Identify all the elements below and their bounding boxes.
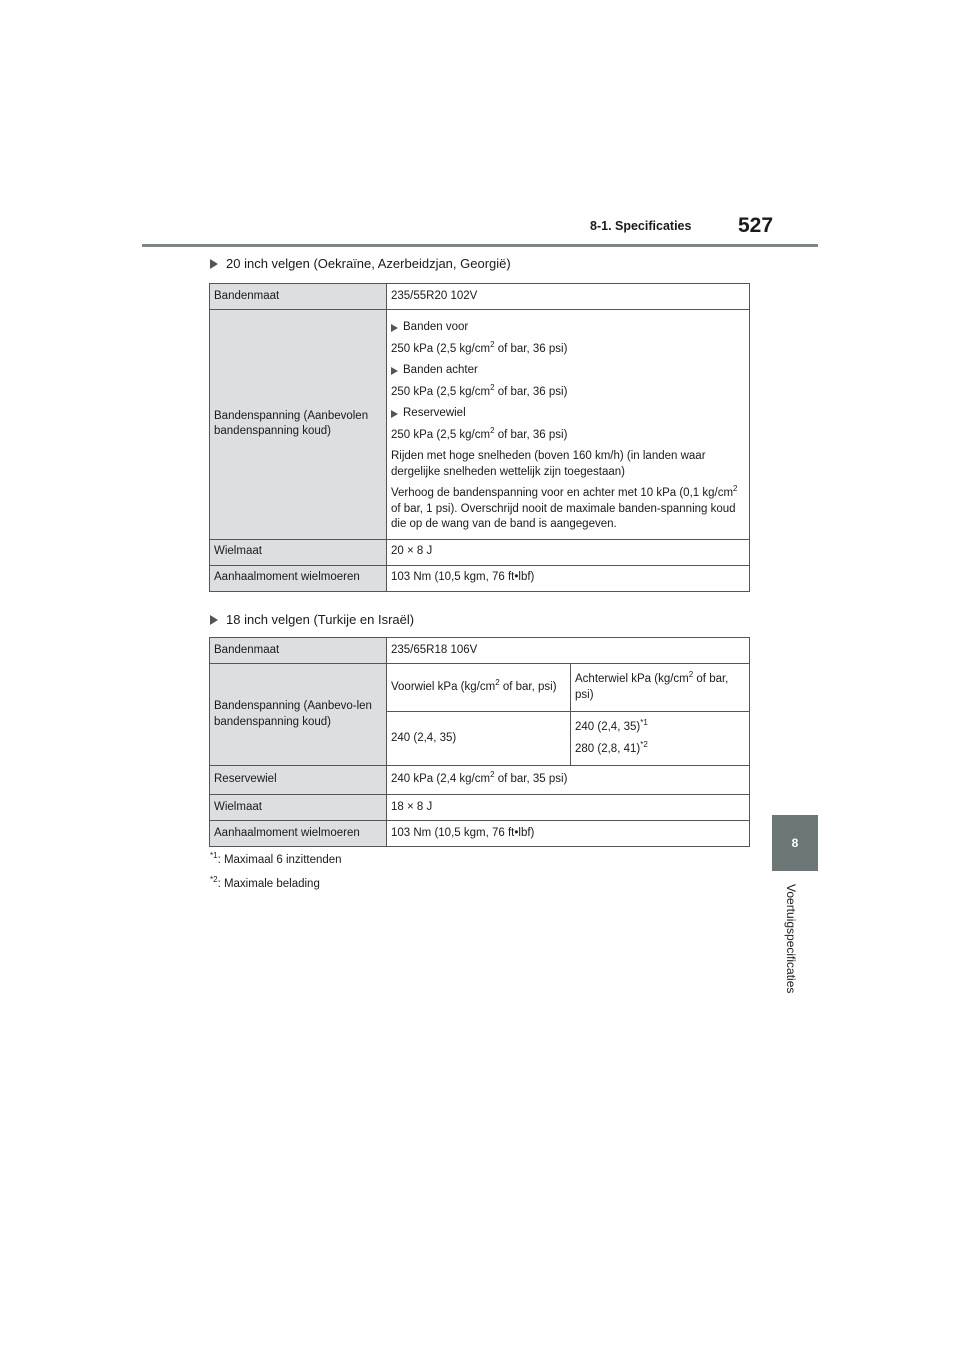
front-value: 250 kPa (2,5 $kg/cm^2$ of bar, 36 psi): [391, 339, 568, 355]
rear-value: 250 kPa (2,5 $kg/cm^2$ of bar, 36 psi): [391, 382, 568, 398]
spec-table-18inch: [209, 637, 750, 847]
torque-value: 103 Nm (10,5 kgm, 76 ft•lbf): [387, 821, 750, 847]
triangle-bullet-icon: [391, 324, 398, 332]
table-row: [210, 664, 750, 712]
pressure-values: [387, 310, 750, 540]
tire-size-label: Bandenmaat: [210, 638, 387, 664]
triangle-bullet-icon: [210, 615, 218, 625]
front-column-header: Voorwiel kPa ($kg/cm^2$ of bar, psi): [387, 664, 571, 712]
torque-value: 103 Nm (10,5 kgm, 76 ft•lbf): [387, 565, 750, 591]
triangle-bullet-icon: [210, 259, 218, 269]
chapter-number: 8: [791, 836, 799, 850]
chapter-label: Voertuigspecificaties: [784, 884, 798, 994]
table-row: [210, 565, 750, 591]
rear-pressure-values: [571, 712, 750, 766]
triangle-bullet-icon: [391, 367, 398, 375]
wheel-size-label: Wielmaat: [210, 539, 387, 565]
section2-heading: [210, 612, 414, 627]
pressure-label: Bandenspanning (Aanbevo-len bandenspanning koud): [210, 664, 387, 766]
triangle-bullet-icon: [391, 410, 398, 418]
front-label: Banden voor: [403, 321, 469, 333]
section1-heading-text: 20 inch velgen (Oekraïne, Azerbeidzjan, Georgië): [226, 256, 511, 271]
torque-label: Aanhaalmoment wielmoeren: [210, 565, 387, 591]
spare-value: 240 kPa (2,4 $kg/cm^2$ of bar, 35 psi): [387, 766, 750, 795]
page-number: 527: [738, 214, 774, 237]
tire-size-value: 235/65R18 106V: [387, 638, 750, 664]
pressure-increase-note: Verhoog de bandenspanning voor en achter met 10 kPa (0,1 $kg/cm^2$ of bar, 1 psi). Overschrijd nooit de maximale banden-spanning koud die op de wang van de band is aangegeven.: [391, 484, 738, 531]
wheel-size-label: Wielmaat: [210, 795, 387, 821]
footnote-1: $^{*1}$: Maximaal 6 inzittenden: [210, 851, 342, 866]
high-speed-note: Rijden met hoge snelheden (boven 160 km/h) (in landen waar dergelijke snelheden wettelijk zijn toegestaan): [391, 450, 706, 478]
footnote-2: $^{*2}$: Maximale belading: [210, 875, 320, 890]
chapter-tab: [772, 815, 818, 871]
rear-value-1: 240 (2,4, 35)$^{*1}$: [575, 718, 648, 733]
section-title: 8-1. Specificaties: [590, 219, 692, 233]
front-subheading: [391, 320, 745, 336]
pressure-label: Bandenspanning (Aanbevolen bandenspanning koud): [210, 310, 387, 540]
wheel-size-value: 18 × 8 J: [387, 795, 750, 821]
table-row: [210, 766, 750, 795]
spare-label: Reservewiel: [210, 766, 387, 795]
table-row: [210, 539, 750, 565]
table-row: [210, 310, 750, 540]
spare-value: 250 kPa (2,5 $kg/cm^2$ of bar, 36 psi): [391, 425, 568, 441]
spec-table-20inch: [209, 283, 750, 592]
tire-size-label: Bandenmaat: [210, 284, 387, 310]
rear-subheading: [391, 363, 745, 379]
front-pressure-value: 240 (2,4, 35): [387, 712, 571, 766]
header-rule: [142, 244, 818, 247]
rear-value-2: 280 (2,8, 41)$^{*2}$: [575, 739, 648, 755]
section1-heading: [210, 256, 511, 271]
rear-label: Banden achter: [403, 364, 478, 377]
torque-label: Aanhaalmoment wielmoeren: [210, 821, 387, 847]
table-row: [210, 795, 750, 821]
spare-subheading: [391, 406, 745, 422]
table-row: [210, 284, 750, 310]
tire-size-value: 235/55R20 102V: [387, 284, 750, 310]
wheel-size-value: 20 × 8 J: [387, 539, 750, 565]
table-row: [210, 821, 750, 847]
table-row: [210, 638, 750, 664]
rear-column-header: Achterwiel kPa ($kg/cm^2$ of bar, psi): [571, 664, 750, 712]
spare-label: Reservewiel: [403, 407, 466, 420]
section2-heading-text: 18 inch velgen (Turkije en Israël): [226, 612, 415, 627]
